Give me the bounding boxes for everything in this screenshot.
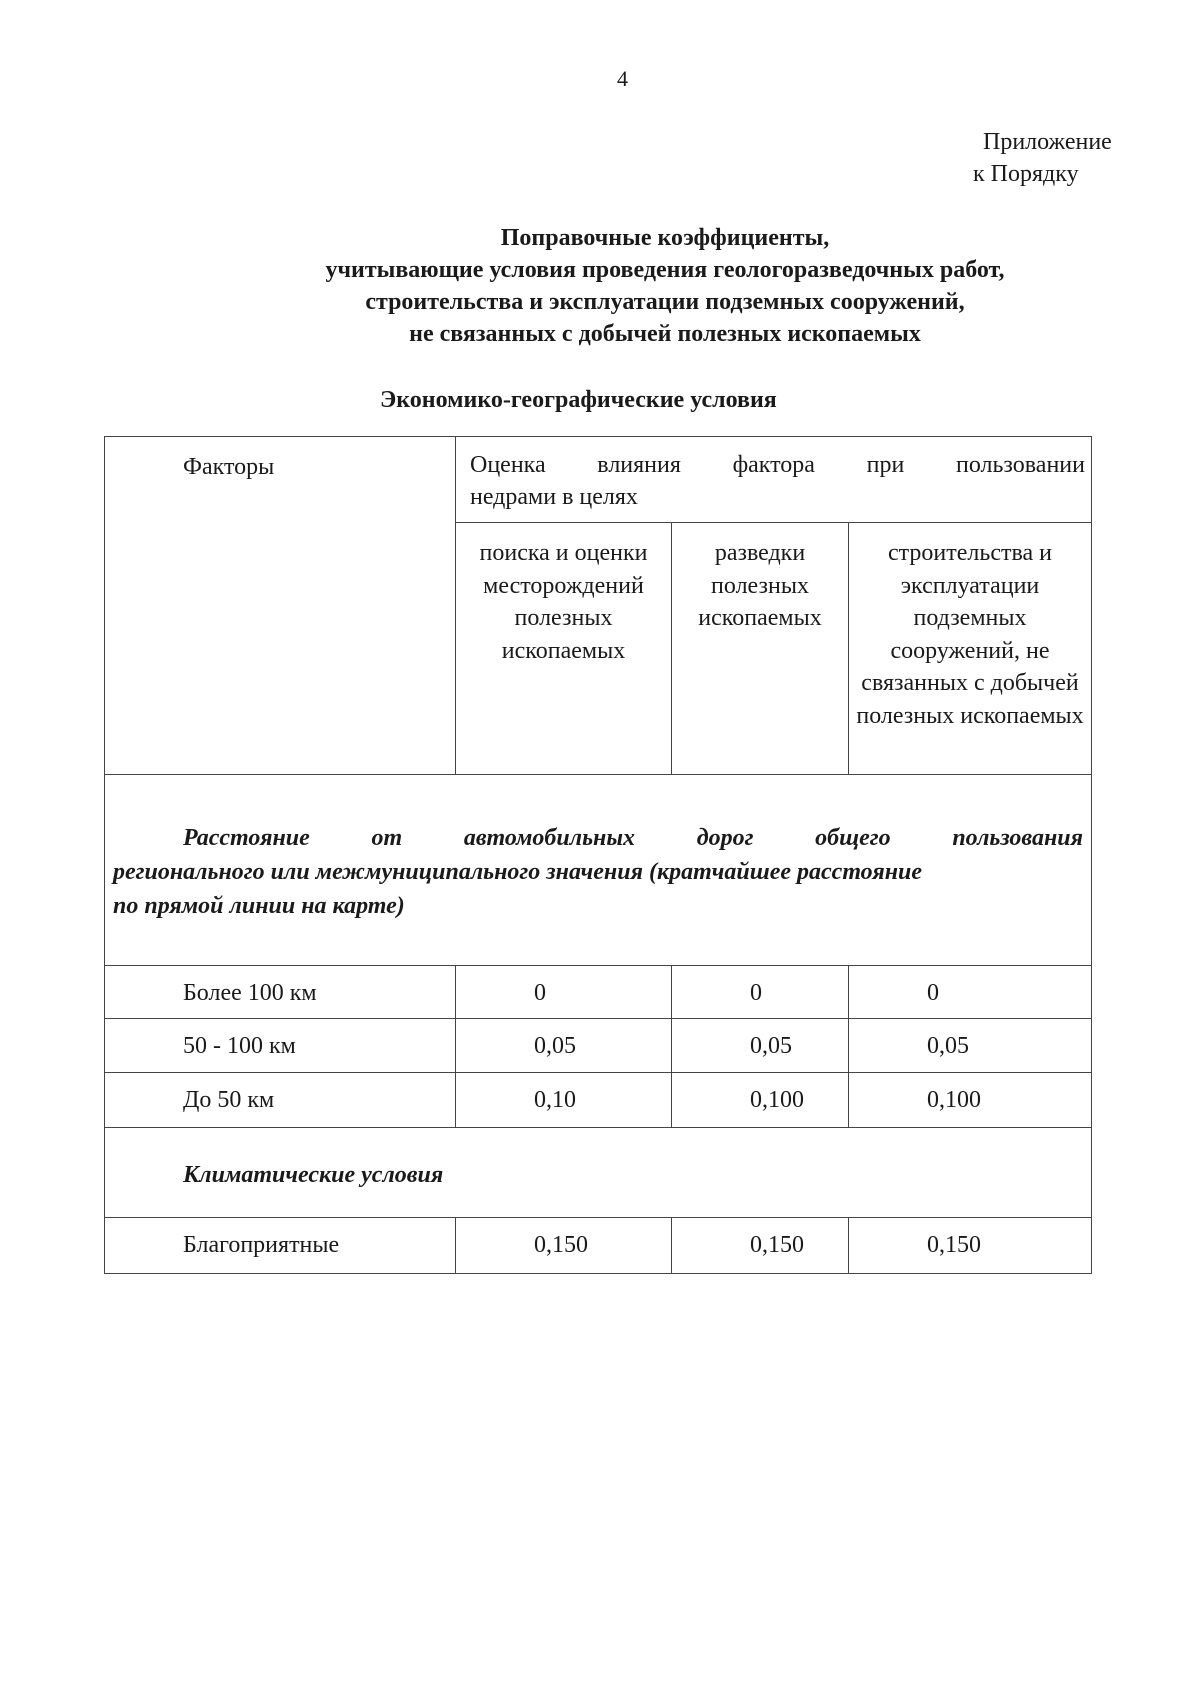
title-line: строительства и эксплуатации подземных сооружений, [365, 289, 965, 315]
row-label: До 50 км [105, 1073, 456, 1128]
title-line: учитывающие условия проведения геологоразведочных работ, [325, 257, 1005, 283]
assessment-word: при [866, 452, 905, 478]
purpose-search-header: поиска и оценки месторождений полезных ископаемых [456, 523, 672, 775]
section-subtitle: Экономико-географические условия [380, 387, 777, 413]
value-cell: 0,150 [456, 1218, 672, 1274]
page-number: 4 [617, 66, 628, 91]
value-cell: 0,100 [672, 1073, 849, 1128]
appendix-line-1: Приложение [983, 129, 1112, 155]
row-label: Более 100 км [105, 966, 456, 1019]
row-label: Благоприятные [105, 1218, 456, 1274]
section-word: автомобильных [463, 825, 636, 851]
value-cell: 0 [672, 966, 849, 1019]
table-row [105, 1218, 1092, 1274]
purpose-exploration-header: разведки полезных ископаемых [672, 523, 849, 775]
appendix-note [973, 126, 1112, 190]
value-cell: 0,10 [456, 1073, 672, 1128]
section-climate-heading: Климатические условия [105, 1128, 1092, 1218]
value-cell: 0,150 [672, 1218, 849, 1274]
value-cell: 0,150 [849, 1218, 1092, 1274]
section-word: общего [815, 825, 891, 851]
table-row [105, 966, 1092, 1019]
section-word: Расстояние [183, 825, 310, 851]
section-distance-line-2: регионального или межмуниципального значения (кратчайшее расстояние [113, 859, 923, 885]
value-cell: 0 [456, 966, 672, 1019]
document-title [200, 222, 1130, 350]
purpose-construction-header: строительства и эксплуатации подземных сооружений, не связанных с добычей полезных ископаемых [849, 523, 1092, 775]
coefficients-table [104, 436, 1092, 1274]
section-distance-line-1 [113, 821, 1083, 855]
assessment-word: пользовании [955, 452, 1085, 478]
section-distance-heading [105, 775, 1092, 966]
section-word: от [371, 825, 403, 851]
assessment-word: влияния [597, 452, 681, 478]
value-cell: 0,05 [672, 1019, 849, 1073]
section-row-distance [105, 775, 1092, 966]
title-line: Поправочные коэффициенты, [500, 225, 830, 251]
value-cell: 0 [849, 966, 1092, 1019]
value-cell: 0,100 [849, 1073, 1092, 1128]
assessment-word: фактора [732, 452, 815, 478]
assessment-word: Оценка [470, 452, 546, 478]
table-header-row [105, 437, 1092, 523]
row-label: 50 - 100 км [105, 1019, 456, 1073]
section-row-climate [105, 1128, 1092, 1218]
section-word: дорог [696, 825, 754, 851]
section-distance-line-3: по прямой линии на карте) [113, 893, 405, 919]
appendix-line-2: к Порядку [973, 161, 1079, 187]
factors-header: Факторы [105, 437, 456, 775]
assessment-header-line-2: недрами в целях [470, 484, 638, 510]
value-cell: 0,05 [849, 1019, 1092, 1073]
table-row [105, 1019, 1092, 1073]
assessment-header-line-1 [470, 449, 1085, 481]
section-word: пользования [952, 825, 1084, 851]
assessment-header [456, 437, 1092, 523]
title-line: не связанных с добычей полезных ископаемых [409, 321, 921, 347]
value-cell: 0,05 [456, 1019, 672, 1073]
table-row [105, 1073, 1092, 1128]
